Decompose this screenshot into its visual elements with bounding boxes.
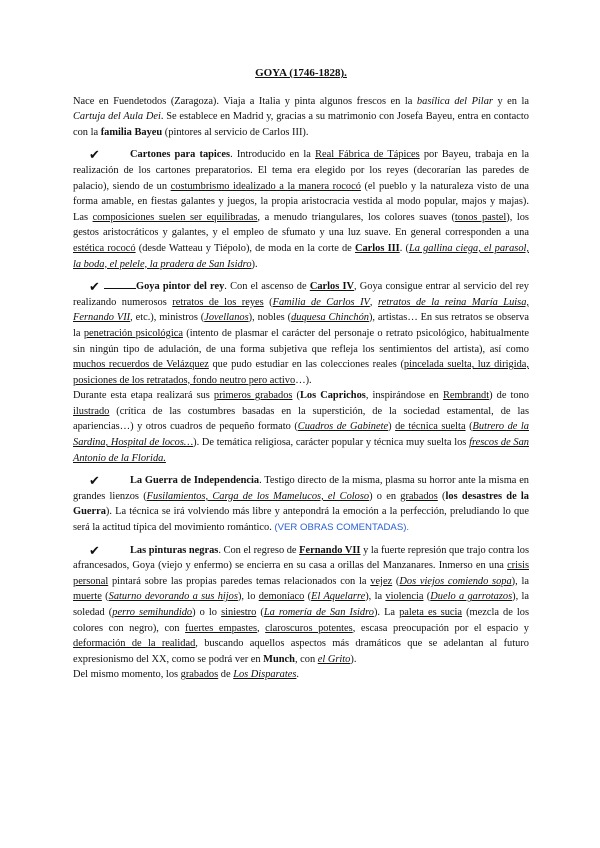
- text-run: ): [388, 421, 396, 433]
- italic-underlined-run: el Grito: [317, 653, 351, 665]
- text-run: . Con el ascenso de: [224, 281, 310, 293]
- text-run: (intento de plasmar el carácter del personaje o retrato psicológico, habitualmente sin ningún tipo de adulación, de una forma subjetiva que refleja los sentimientos del artista), así como: [73, 327, 529, 355]
- italic-underlined-run: Butrero de la Sardina, Hospital de locos…: [73, 421, 529, 449]
- text-run: ). De temática religiosa, carácter popular y técnica muy suelta los: [193, 437, 470, 449]
- section-heading: Goya pintor del rey: [136, 281, 225, 293]
- bold-run: los desastres de la Guerra: [73, 490, 529, 518]
- text-run: (: [304, 591, 312, 603]
- text-run: (: [392, 575, 400, 587]
- intro-italic: basílica del Pilar: [416, 95, 493, 107]
- underlined-bold-run: Carlos IV: [309, 281, 354, 293]
- underlined-run: pincelada suelta, luz dirigida, posiciones de los retratados, fondo neutro pero activo: [73, 359, 530, 386]
- text-run: ), lo: [237, 591, 259, 603]
- text-run: ), artistas… En sus retratos se observa la: [73, 312, 529, 339]
- italic-underlined-run: Dos viejos comiendo sopa: [399, 575, 512, 587]
- text-run: (: [292, 390, 300, 402]
- text-run: . Testigo directo de la misma, plasma su horror ante la misma en grandes lienzos (: [73, 475, 530, 502]
- italic-underlined-run: Fusilamientos, Carga de los Mamelucos, el Coloso: [146, 490, 370, 502]
- underlined-run: violencia: [385, 591, 424, 603]
- underlined-run: demoníaco: [258, 591, 305, 603]
- text-run: ) de tono: [489, 390, 530, 402]
- text-run: , etc.), ministros (: [130, 312, 205, 324]
- text-run: ). La técnica se irá volviendo más libre y antepondrá la emoción a la perfección, preludiando lo que será la actitud típica del movimiento romántico.: [73, 506, 529, 534]
- intro-text: y en la: [492, 95, 530, 107]
- text-run: que pudo estudiar en las colecciones reales (: [208, 359, 404, 371]
- italic-underlined-run: La romería de San Isidro: [263, 607, 374, 618]
- section-heading: La Guerra de Independencia: [130, 475, 260, 487]
- section-paragraph: [73, 279, 529, 388]
- intro-bold: familia Bayeu: [100, 126, 163, 138]
- italic-underlined-run: La gallina ciega, el parasol, la boda, el pelele, la pradera de San Isidro: [73, 242, 529, 270]
- intro-text: (pintores al servicio de Carlos III).: [162, 126, 309, 138]
- italic-underlined-run: Familia de Carlos IV: [272, 296, 370, 308]
- text-run: y la fuerte represión que trajo contra los afrancesados, Goya (viejo y enfermo) se encierra en su casa a orillas del Manzanares. Inmerso en una: [73, 544, 529, 572]
- document-page: [73, 66, 529, 683]
- text-run: .: [296, 669, 300, 681]
- underlined-run: vejez: [370, 575, 393, 587]
- text-run: . Introducido en la: [230, 149, 316, 161]
- text-run: ,: [256, 622, 266, 634]
- underlined-run: penetración psicológica: [83, 327, 183, 339]
- ver-obras-link[interactable]: (VER OBRAS COMENTADAS).: [274, 522, 410, 534]
- checkmark-icon: ✔: [89, 279, 100, 295]
- section-paragraph: [73, 473, 529, 535]
- text-run: (el pueblo y la naturaleza visto de una forma amable, en fiestas galantes y juegos, la propia aristocracia vestida al modo popular, majos y majas). Las: [73, 180, 529, 223]
- text-run: ), la soledad (: [73, 591, 530, 618]
- text-run: ), los gestos aristocráticos y galantes, y el empleo de sfumato y una luz suave. En general corresponden a una: [73, 211, 529, 239]
- underlined-run: deformación de la realidad: [73, 638, 196, 650]
- text-run: ).: [350, 653, 357, 665]
- underlined-run: muerte: [73, 591, 102, 603]
- text-run: , Goya consigue entrar al servicio del rey realizando numerosos: [73, 281, 529, 308]
- underlined-run: de técnica suelta: [395, 421, 466, 433]
- underlined-run: composiciones suelen ser equilibradas: [92, 211, 258, 223]
- underlined-run: ilustrado: [73, 405, 110, 417]
- text-run: Del mismo momento, los: [73, 669, 181, 681]
- italic-underlined-run: Duelo a garrotazos: [430, 591, 513, 603]
- section-paragraph: [73, 388, 529, 466]
- italic-underlined-run: Los Disparates: [233, 669, 297, 681]
- bold-run: Los Caprichos: [299, 390, 366, 402]
- text-run: (: [101, 591, 109, 603]
- text-run: …).: [295, 374, 312, 386]
- underlined-run: grabados: [400, 490, 438, 502]
- text-run: (mezcla de los colores con negro), con: [73, 607, 530, 634]
- text-run: (: [423, 591, 431, 603]
- underlined-run: crisis personal: [73, 560, 529, 587]
- underlined-bold-run: Carlos III: [354, 242, 400, 254]
- underlined-run: primeros grabados: [213, 390, 293, 402]
- text-run: ,: [369, 296, 378, 308]
- bold-run: Munch: [263, 653, 295, 665]
- italic-underlined-run: retratos de la reina María Luisa, Fernando VII: [73, 296, 529, 324]
- text-run: (: [465, 421, 473, 433]
- section-pintor-del-rey: [73, 279, 529, 466]
- text-run: ), nobles (: [248, 312, 292, 324]
- section-cartones: [73, 147, 529, 272]
- heading-rule: [104, 279, 136, 289]
- italic-underlined-run: Saturno devorando a sus hijos: [108, 591, 238, 603]
- italic-underlined-run: frescos de San Antonio de la Florida.: [73, 437, 530, 464]
- underlined-run: muchos recuerdos de Velázquez: [73, 359, 209, 371]
- text-run: ) o en: [369, 490, 401, 502]
- italic-underlined-run: perro semihundido: [112, 607, 193, 618]
- text-run: ) o lo: [192, 607, 222, 618]
- text-run: (desde Watteau y Tiépolo), de moda en la corte de: [135, 242, 355, 254]
- underlined-bold-run: Fernando VII: [299, 544, 361, 556]
- text-run: ).: [251, 258, 258, 270]
- underlined-run: retratos de los reyes: [172, 296, 264, 308]
- text-run: de: [218, 669, 234, 681]
- underlined-run: siniestro: [221, 607, 257, 618]
- intro-text: Nace en Fuendetodos (Zaragoza). Viaja a Italia y pinta algunos frescos en la: [73, 95, 417, 107]
- text-run: ), la: [365, 591, 386, 603]
- section-guerra-independencia: [73, 473, 529, 535]
- section-heading: Las pinturas negras: [130, 544, 219, 556]
- text-run: pintará sobre las propias paredes temas relacionados con la: [108, 575, 371, 587]
- text-run: , con: [294, 653, 318, 665]
- text-run: ), la: [511, 575, 529, 587]
- text-run: . Con el regreso de: [218, 544, 300, 556]
- italic-underlined-run: Cuadros de Gabinete: [297, 421, 389, 433]
- intro-italic: Cartuja del Aula Dei: [73, 111, 161, 123]
- text-run: (: [256, 607, 264, 618]
- underlined-run: grabados: [180, 669, 219, 681]
- intro-text: . Se establece en Madrid y, gracias a su matrimonio con Josefa Bayeu, entra en contacto con la: [73, 111, 529, 138]
- underlined-run: tonos pastel: [454, 211, 507, 223]
- underlined-run: claroscuros potentes: [265, 622, 353, 634]
- text-run: Durante esta etapa realizará sus: [73, 390, 214, 402]
- text-run: , escasa preocupación por el espacio y: [352, 622, 529, 634]
- intro-paragraph: [73, 94, 529, 141]
- page-title: GOYA (1746-1828).: [255, 67, 347, 79]
- underlined-run: Rembrandt: [442, 390, 490, 402]
- underlined-run: estética rococó: [73, 242, 136, 254]
- text-run: por Bayeu, trabaja en la realización de los cartones preparatorios. El tema era elegido por los reyes (decorarían las paredes de palacio), siendo de un: [73, 149, 529, 192]
- italic-underlined-run: duquesa Chinchón: [291, 312, 369, 324]
- italic-underlined-run: El Aquelarre: [311, 591, 366, 603]
- underlined-run: paleta es sucia: [399, 607, 463, 618]
- text-run: , inspirándose en: [365, 390, 443, 402]
- section-pinturas-negras: [73, 543, 529, 683]
- underlined-run: Real Fábrica de Tápices: [315, 149, 420, 161]
- text-run: , buscando aquellos aspectos más dramáticos que se adelantan al futuro expresionismo del XX, como se podrá ver en: [73, 638, 529, 665]
- checkmark-icon: ✔: [89, 473, 100, 489]
- text-run: , a menudo triangulares, los colores suaves (: [257, 211, 455, 223]
- underlined-run: fuertes empastes: [185, 622, 257, 634]
- text-run: (crítica de las costumbres basadas en la superstición, de la sociedad estamental, de las apariencias…) y otros cuadros de pequeño formato (: [73, 405, 529, 433]
- checkmark-icon: ✔: [89, 542, 100, 558]
- italic-underlined-run: Jovellanos: [204, 312, 249, 324]
- section-paragraph: [73, 667, 529, 683]
- section-heading: Cartones para tapices: [130, 149, 231, 161]
- text-run: ). La: [373, 607, 400, 618]
- text-run: . (: [399, 242, 409, 254]
- checkmark-icon: ✔: [89, 147, 100, 163]
- underlined-run: costumbrismo idealizado a la manera rococó: [170, 180, 361, 192]
- section-paragraph: [73, 543, 529, 668]
- section-paragraph: [73, 147, 529, 272]
- text-run: (: [263, 296, 273, 308]
- text-run: (: [437, 490, 446, 502]
